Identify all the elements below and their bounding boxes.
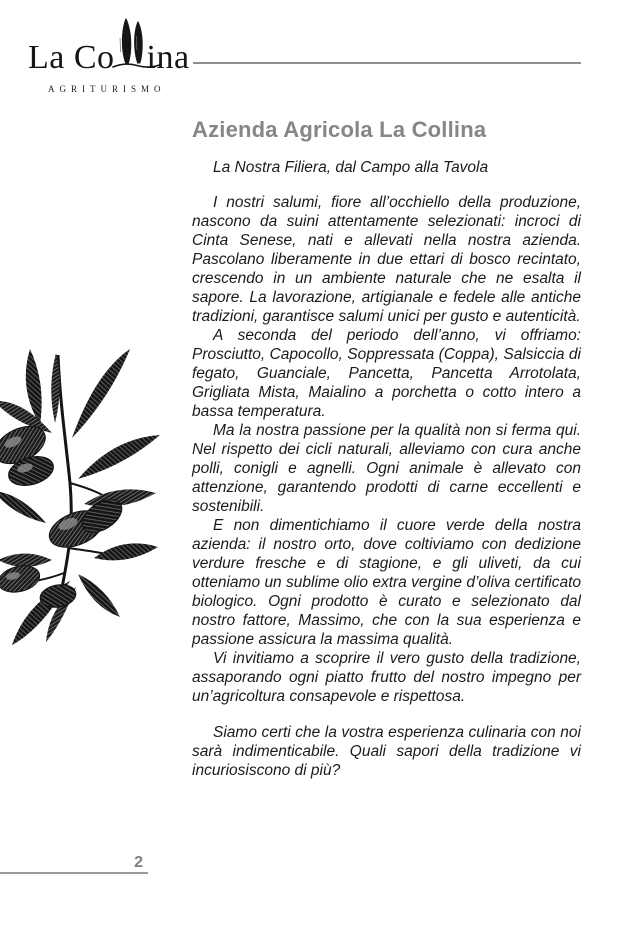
olive-branch-illustration <box>0 343 165 653</box>
cypress-trees-icon <box>117 18 147 68</box>
page-content <box>192 119 581 780</box>
logo-name-prefix: La Co <box>28 39 115 76</box>
header-rule <box>193 62 581 64</box>
logo-tagline: AGRITURISMO <box>48 84 166 94</box>
subtitle: La Nostra Filiera, dal Campo alla Tavola <box>213 159 489 176</box>
footer-rule <box>0 853 148 874</box>
logo-name-suffix: ina <box>146 39 190 76</box>
page-number: 2 <box>134 854 143 871</box>
paragraph-prodotti: A seconda del periodo dell’anno, vi offriamo: Prosciutto, Capocollo, Soppressata (Coppa), Salsiccia di fegato, Guanciale, Pancetta, Pancetta Arrotolata, Grigliata Mista, Maialino a porchetta o cotto intero a bassa temperatura. <box>192 327 581 420</box>
paragraph-invito: Vi invitiamo a scoprire il vero gusto della tradizione, assaporando ogni piatto frutto del nostro impegno per un’agricoltura consapevole e rispettosa. <box>192 650 581 705</box>
body-copy <box>192 193 581 780</box>
closing-paragraph: Siamo certi che la vostra esperienza culinaria con noi sarà indimenticabile. Quali sapori della tradizione vi incuriosiscono di più? <box>192 724 581 779</box>
page-title: Azienda Agricola La Collina <box>192 117 487 142</box>
paragraph-allevamento: Ma la nostra passione per la qualità non si ferma qui. Nel rispetto dei cicli naturali, alleviamo con cura anche polli, conigli e agnelli. Ogni animale è allevato con attenzione, garantendo prodotti di carne eccellenti e sostenibili. <box>192 422 581 515</box>
paragraph-salumi: I nostri salumi, fiore all’occhiello della produzione, nascono da suini attentamente selezionati: incroci di Cinta Senese, nati e allevati nella nostra azienda. Pascolano liberamente in due ettari di bosco recintato, crescendo in un ambiente naturale che ne esalta il sapore. La lavorazione, artigianale e fedele alle antiche tradizioni, garantisce salumi unici per gusto e autenticità. <box>192 194 581 325</box>
paragraph-orto-uliveti: E non dimentichiamo il cuore verde della nostra azienda: il nostro orto, dove coltiviamo con dedizione verdure fresche e di stagione, e gli uliveti, da cui otteniamo un sublime olio extra vergine d’oliva certificato biologico. Ogni prodotto è curato e selezionato dal nostro fattore, Massimo, che con la sua esperienza e passione assicura la massima qualità. <box>192 517 581 648</box>
logo <box>28 18 190 94</box>
logo-name <box>28 18 190 77</box>
